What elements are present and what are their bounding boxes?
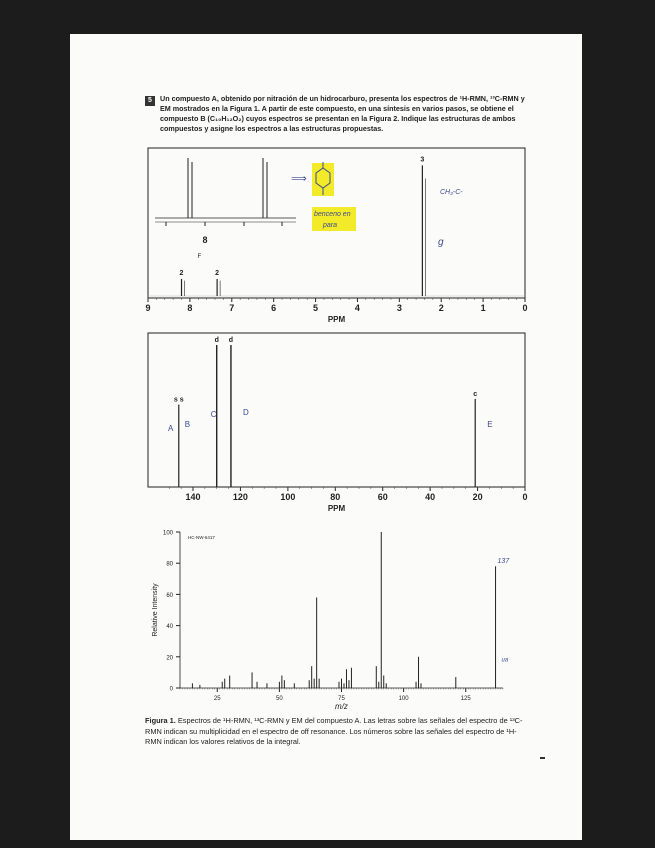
- x-tick-label: 80: [330, 492, 341, 502]
- x-tick-label: 1: [480, 303, 486, 313]
- x-tick-label: 120: [232, 492, 248, 502]
- problem-statement: Un compuesto A, obtenido por nitración de un hidrocarburo, presenta los espectros de ¹H-RMN, ¹³C-RMN y EM mostrados en la Figura 1. A partir de este compuesto, en una síntesis en varios pasos, se obtiene el compuesto B (C₁₀H₁₂O₂) cuyos espectros se presentan en la Figura 2. Indique las estructuras de ambos compuestos y asigne los espectros a las estructuras propuestas.: [160, 94, 525, 133]
- x-axis-label: PPM: [327, 315, 346, 324]
- x-tick-label: 8: [187, 303, 193, 313]
- y-tick-label: 80: [166, 561, 173, 568]
- x-tick-label: 3: [396, 303, 402, 313]
- caption-label: Figura 1.: [145, 716, 176, 725]
- handwritten-note: para: [323, 222, 338, 229]
- x-tick-label: 75: [338, 696, 345, 702]
- x-tick-label: 4: [354, 303, 360, 313]
- page-mark: [540, 757, 545, 759]
- y-tick-label: 20: [166, 655, 173, 662]
- integral-label: 2: [179, 269, 184, 277]
- handwritten-letter: B: [184, 420, 191, 429]
- x-tick-label: 100: [398, 696, 409, 702]
- handwritten-letter: g: [438, 237, 444, 248]
- x-axis-label: PPM: [327, 504, 346, 513]
- spectrum-id: HC-NW-6417: [188, 535, 215, 540]
- x-tick-label: 2: [438, 303, 444, 313]
- x-tick-label: 140: [185, 492, 201, 502]
- extra-label: F: [197, 254, 202, 260]
- x-tick-label: 125: [460, 696, 471, 702]
- integral-label: 3: [420, 156, 425, 164]
- x-tick-label: 50: [276, 696, 283, 702]
- x-tick-label: 60: [377, 492, 388, 502]
- y-axis-label: Relative Intensity: [152, 583, 159, 637]
- multiplicity-label: c: [473, 390, 478, 398]
- y-tick-label: 60: [166, 592, 173, 599]
- x-tick-label: 7: [229, 303, 235, 313]
- handwritten-letter: C: [210, 410, 217, 419]
- multiplicity-label: s s: [173, 396, 184, 404]
- x-axis-label: m/z: [335, 702, 348, 711]
- x-tick-label: 5: [313, 303, 319, 313]
- x-tick-label: 20: [472, 492, 483, 502]
- x-tick-label: 9: [145, 303, 151, 313]
- figure-caption: [145, 716, 530, 748]
- handwritten-letter: A: [168, 424, 174, 433]
- mass-spectrum: [148, 522, 518, 711]
- handwritten-note: ua: [501, 657, 509, 664]
- multiplicity-label: d: [228, 337, 234, 344]
- x-tick-label: 0: [522, 492, 528, 502]
- multiplicity-label: d: [214, 337, 219, 344]
- inset-label: 8: [202, 235, 208, 245]
- h1-nmr-spectrum: [145, 148, 533, 328]
- handwritten-note: benceno en: [314, 211, 351, 218]
- x-tick-label: 100: [280, 492, 296, 502]
- x-tick-label: 6: [271, 303, 277, 313]
- x-tick-label: 25: [213, 696, 221, 702]
- x-tick-label: 0: [522, 303, 528, 313]
- handwritten-mz: 137: [497, 558, 510, 566]
- y-tick-label: 40: [166, 624, 173, 631]
- handwritten-letter: D: [242, 408, 249, 417]
- handwritten-methyl: CH₃-C-: [440, 189, 463, 196]
- plot-frame: [148, 333, 525, 487]
- caption-text: Espectros de ¹H-RMN, ¹³C-RMN y EM del compuesto A. Las letras sobre las señales del espectro de ¹³C-RMN indican su multiplicidad en el espectro de off resonance. Los números sobre las señales del espectro de ¹H-RMN indican los valores relativos de la integral.: [145, 716, 523, 746]
- handwritten-arrow: ⟹: [291, 173, 307, 185]
- handwritten-letter: E: [487, 420, 493, 429]
- integral-label: 2: [215, 269, 220, 277]
- y-tick-label: 0: [169, 686, 173, 693]
- x-tick-label: 40: [425, 492, 436, 502]
- y-tick-label: 100: [162, 530, 173, 537]
- exercise-number: 5: [145, 96, 155, 106]
- c13-nmr-spectrum: [148, 333, 533, 513]
